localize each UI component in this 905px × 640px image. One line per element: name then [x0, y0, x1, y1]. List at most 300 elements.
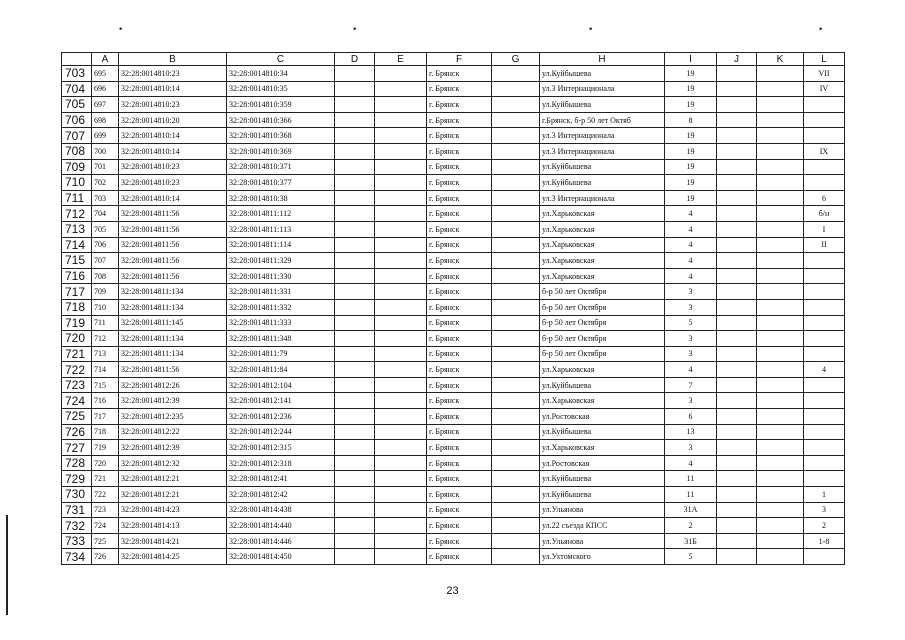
cell-c[interactable]: 32:28:0014811:84 — [227, 362, 335, 378]
cell-c[interactable]: 32:28:0014810:368 — [227, 128, 335, 144]
cell-d[interactable] — [335, 331, 375, 347]
cell-j[interactable] — [717, 159, 757, 175]
row-number[interactable]: 732 — [62, 518, 92, 534]
cell-b[interactable]: 32:28:0014812:235 — [119, 409, 227, 425]
cell-h[interactable]: ул.Харьковская — [540, 393, 665, 409]
cell-e[interactable] — [375, 299, 427, 315]
cell-i[interactable]: 19 — [665, 66, 717, 82]
cell-l[interactable] — [804, 331, 845, 347]
cell-e[interactable] — [375, 409, 427, 425]
cell-l[interactable]: 1 — [804, 487, 845, 503]
row-number[interactable]: 719 — [62, 315, 92, 331]
cell-b[interactable]: 32:28:0014810:23 — [119, 175, 227, 191]
row-number[interactable]: 715 — [62, 253, 92, 269]
cell-a[interactable]: 696 — [92, 81, 119, 97]
cell-f[interactable]: г. Брянск — [427, 362, 492, 378]
row-number[interactable]: 704 — [62, 81, 92, 97]
cell-e[interactable] — [375, 221, 427, 237]
cell-h[interactable]: б-р 50 лет Октября — [540, 331, 665, 347]
cell-a[interactable]: 720 — [92, 455, 119, 471]
cell-g[interactable] — [492, 159, 540, 175]
column-header-e[interactable]: E — [375, 53, 427, 66]
cell-f[interactable]: г. Брянск — [427, 346, 492, 362]
cell-e[interactable] — [375, 66, 427, 82]
cell-g[interactable] — [492, 487, 540, 503]
cell-k[interactable] — [757, 97, 804, 113]
cell-l[interactable] — [804, 175, 845, 191]
cell-h[interactable]: ул.Харьковская — [540, 253, 665, 269]
cell-a[interactable]: 726 — [92, 549, 119, 565]
cell-i[interactable]: 19 — [665, 81, 717, 97]
cell-c[interactable]: 32:28:0014812:236 — [227, 409, 335, 425]
cell-g[interactable] — [492, 253, 540, 269]
cell-g[interactable] — [492, 377, 540, 393]
cell-l[interactable] — [804, 97, 845, 113]
cell-l[interactable] — [804, 284, 845, 300]
cell-f[interactable]: г. Брянск — [427, 502, 492, 518]
cell-k[interactable] — [757, 362, 804, 378]
cell-l[interactable]: VII — [804, 66, 845, 82]
cell-g[interactable] — [492, 331, 540, 347]
row-number[interactable]: 714 — [62, 237, 92, 253]
cell-j[interactable] — [717, 143, 757, 159]
cell-a[interactable]: 708 — [92, 268, 119, 284]
cell-b[interactable]: 32:28:0014812:26 — [119, 377, 227, 393]
cell-c[interactable]: 32:28:0014811:329 — [227, 253, 335, 269]
cell-b[interactable]: 32:28:0014814:25 — [119, 549, 227, 565]
cell-h[interactable]: ул.Харьковская — [540, 206, 665, 222]
cell-d[interactable] — [335, 549, 375, 565]
cell-k[interactable] — [757, 159, 804, 175]
cell-f[interactable]: г. Брянск — [427, 518, 492, 534]
cell-k[interactable] — [757, 253, 804, 269]
cell-l[interactable] — [804, 346, 845, 362]
row-number[interactable]: 711 — [62, 190, 92, 206]
cell-j[interactable] — [717, 206, 757, 222]
cell-g[interactable] — [492, 518, 540, 534]
cell-l[interactable] — [804, 253, 845, 269]
cell-e[interactable] — [375, 97, 427, 113]
cell-l[interactable] — [804, 440, 845, 456]
cell-d[interactable] — [335, 409, 375, 425]
cell-k[interactable] — [757, 409, 804, 425]
cell-c[interactable]: 32:28:0014812:42 — [227, 487, 335, 503]
cell-j[interactable] — [717, 362, 757, 378]
cell-h[interactable]: ул.Куйбышева — [540, 471, 665, 487]
cell-h[interactable]: ул.Харьковская — [540, 440, 665, 456]
cell-i[interactable]: 19 — [665, 97, 717, 113]
cell-h[interactable]: ул.22 съезда КПСС — [540, 518, 665, 534]
cell-d[interactable] — [335, 424, 375, 440]
cell-j[interactable] — [717, 533, 757, 549]
cell-j[interactable] — [717, 455, 757, 471]
column-header-i[interactable]: I — [665, 53, 717, 66]
cell-f[interactable]: г. Брянск — [427, 455, 492, 471]
column-header-corner[interactable] — [62, 53, 92, 66]
cell-g[interactable] — [492, 533, 540, 549]
row-number[interactable]: 717 — [62, 284, 92, 300]
cell-i[interactable]: 4 — [665, 206, 717, 222]
cell-j[interactable] — [717, 253, 757, 269]
cell-a[interactable]: 699 — [92, 128, 119, 144]
cell-l[interactable] — [804, 128, 845, 144]
cell-c[interactable]: 32:28:0014814:440 — [227, 518, 335, 534]
cell-i[interactable]: 4 — [665, 268, 717, 284]
cell-e[interactable] — [375, 393, 427, 409]
cell-c[interactable]: 32:28:0014812:318 — [227, 455, 335, 471]
cell-k[interactable] — [757, 331, 804, 347]
cell-l[interactable]: 2 — [804, 518, 845, 534]
cell-j[interactable] — [717, 424, 757, 440]
cell-l[interactable] — [804, 299, 845, 315]
cell-b[interactable]: 32:28:0014810:23 — [119, 97, 227, 113]
cell-d[interactable] — [335, 128, 375, 144]
cell-g[interactable] — [492, 471, 540, 487]
cell-e[interactable] — [375, 112, 427, 128]
cell-b[interactable]: 32:28:0014811:56 — [119, 237, 227, 253]
cell-h[interactable]: ул.3 Интернационала — [540, 128, 665, 144]
cell-d[interactable] — [335, 175, 375, 191]
cell-g[interactable] — [492, 175, 540, 191]
cell-d[interactable] — [335, 377, 375, 393]
cell-h[interactable]: ул.3 Интернационала — [540, 190, 665, 206]
cell-l[interactable]: 6 — [804, 190, 845, 206]
cell-a[interactable]: 715 — [92, 377, 119, 393]
cell-c[interactable]: 32:28:0014812:104 — [227, 377, 335, 393]
cell-j[interactable] — [717, 299, 757, 315]
cell-e[interactable] — [375, 315, 427, 331]
row-number[interactable]: 734 — [62, 549, 92, 565]
row-number[interactable]: 730 — [62, 487, 92, 503]
cell-i[interactable]: 3 — [665, 440, 717, 456]
cell-f[interactable]: г. Брянск — [427, 143, 492, 159]
cell-j[interactable] — [717, 393, 757, 409]
cell-j[interactable] — [717, 440, 757, 456]
cell-d[interactable] — [335, 190, 375, 206]
cell-h[interactable]: ул.Куйбышева — [540, 424, 665, 440]
cell-h[interactable]: ул.Харьковская — [540, 237, 665, 253]
cell-c[interactable]: 32:28:0014810:34 — [227, 66, 335, 82]
cell-h[interactable]: г.Брянск, б-р 50 лет Октяб — [540, 112, 665, 128]
cell-j[interactable] — [717, 502, 757, 518]
cell-g[interactable] — [492, 237, 540, 253]
cell-d[interactable] — [335, 159, 375, 175]
cell-l[interactable] — [804, 315, 845, 331]
cell-i[interactable]: 2 — [665, 518, 717, 534]
cell-e[interactable] — [375, 268, 427, 284]
cell-j[interactable] — [717, 315, 757, 331]
cell-d[interactable] — [335, 315, 375, 331]
cell-a[interactable]: 705 — [92, 221, 119, 237]
cell-f[interactable]: г. Брянск — [427, 284, 492, 300]
row-number[interactable]: 712 — [62, 206, 92, 222]
column-header-b[interactable]: B — [119, 53, 227, 66]
cell-e[interactable] — [375, 143, 427, 159]
cell-g[interactable] — [492, 393, 540, 409]
cell-h[interactable]: ул.Харьковская — [540, 268, 665, 284]
cell-g[interactable] — [492, 81, 540, 97]
cell-d[interactable] — [335, 253, 375, 269]
cell-i[interactable]: 4 — [665, 237, 717, 253]
cell-l[interactable]: б/н — [804, 206, 845, 222]
cell-g[interactable] — [492, 362, 540, 378]
cell-h[interactable]: б-р 50 лет Октября — [540, 299, 665, 315]
cell-j[interactable] — [717, 81, 757, 97]
row-number[interactable]: 713 — [62, 221, 92, 237]
cell-j[interactable] — [717, 346, 757, 362]
cell-i[interactable]: 7 — [665, 377, 717, 393]
cell-h[interactable]: б-р 50 лет Октября — [540, 284, 665, 300]
cell-f[interactable]: г. Брянск — [427, 97, 492, 113]
cell-k[interactable] — [757, 221, 804, 237]
row-number[interactable]: 726 — [62, 424, 92, 440]
cell-e[interactable] — [375, 377, 427, 393]
cell-j[interactable] — [717, 471, 757, 487]
cell-f[interactable]: г. Брянск — [427, 128, 492, 144]
cell-f[interactable]: г. Брянск — [427, 175, 492, 191]
cell-h[interactable]: ул.3 Интернационала — [540, 81, 665, 97]
cell-b[interactable]: 32:28:0014811:134 — [119, 284, 227, 300]
cell-i[interactable]: 4 — [665, 455, 717, 471]
cell-a[interactable]: 714 — [92, 362, 119, 378]
cell-b[interactable]: 32:28:0014812:22 — [119, 424, 227, 440]
cell-j[interactable] — [717, 221, 757, 237]
cell-g[interactable] — [492, 315, 540, 331]
cell-k[interactable] — [757, 455, 804, 471]
column-header-j[interactable]: J — [717, 53, 757, 66]
cell-g[interactable] — [492, 206, 540, 222]
cell-l[interactable] — [804, 455, 845, 471]
cell-f[interactable]: г. Брянск — [427, 440, 492, 456]
cell-k[interactable] — [757, 190, 804, 206]
cell-g[interactable] — [492, 268, 540, 284]
cell-c[interactable]: 32:28:0014811:332 — [227, 299, 335, 315]
cell-c[interactable]: 32:28:0014811:331 — [227, 284, 335, 300]
cell-a[interactable]: 719 — [92, 440, 119, 456]
cell-f[interactable]: г. Брянск — [427, 393, 492, 409]
cell-b[interactable]: 32:28:0014811:56 — [119, 268, 227, 284]
cell-g[interactable] — [492, 97, 540, 113]
row-number[interactable]: 705 — [62, 97, 92, 113]
column-header-c[interactable]: C — [227, 53, 335, 66]
row-number[interactable]: 716 — [62, 268, 92, 284]
cell-l[interactable]: II — [804, 237, 845, 253]
column-header-l[interactable]: L — [804, 53, 845, 66]
cell-i[interactable]: 3 — [665, 331, 717, 347]
cell-k[interactable] — [757, 533, 804, 549]
cell-e[interactable] — [375, 206, 427, 222]
cell-d[interactable] — [335, 221, 375, 237]
cell-i[interactable]: 19 — [665, 128, 717, 144]
cell-e[interactable] — [375, 237, 427, 253]
cell-k[interactable] — [757, 81, 804, 97]
cell-a[interactable]: 707 — [92, 253, 119, 269]
cell-f[interactable]: г. Брянск — [427, 253, 492, 269]
cell-b[interactable]: 32:28:0014811:56 — [119, 206, 227, 222]
cell-e[interactable] — [375, 471, 427, 487]
cell-d[interactable] — [335, 206, 375, 222]
cell-j[interactable] — [717, 409, 757, 425]
cell-f[interactable]: г. Брянск — [427, 221, 492, 237]
cell-j[interactable] — [717, 66, 757, 82]
cell-l[interactable] — [804, 424, 845, 440]
cell-h[interactable]: б-р 50 лет Октября — [540, 315, 665, 331]
cell-b[interactable]: 32:28:0014812:39 — [119, 440, 227, 456]
cell-g[interactable] — [492, 221, 540, 237]
cell-i[interactable]: 3 — [665, 284, 717, 300]
cell-k[interactable] — [757, 175, 804, 191]
cell-i[interactable]: 3 — [665, 393, 717, 409]
cell-c[interactable]: 32:28:0014811:333 — [227, 315, 335, 331]
cell-d[interactable] — [335, 346, 375, 362]
cell-i[interactable]: 4 — [665, 362, 717, 378]
cell-f[interactable]: г. Брянск — [427, 471, 492, 487]
cell-i[interactable]: 31Б — [665, 533, 717, 549]
cell-f[interactable]: г. Брянск — [427, 268, 492, 284]
cell-l[interactable] — [804, 393, 845, 409]
cell-h[interactable]: ул.Куйбышева — [540, 97, 665, 113]
cell-k[interactable] — [757, 268, 804, 284]
cell-b[interactable]: 32:28:0014810:14 — [119, 128, 227, 144]
cell-a[interactable]: 701 — [92, 159, 119, 175]
row-number[interactable]: 720 — [62, 331, 92, 347]
cell-e[interactable] — [375, 502, 427, 518]
cell-h[interactable]: ул.Харьковская — [540, 221, 665, 237]
row-number[interactable]: 718 — [62, 299, 92, 315]
cell-d[interactable] — [335, 97, 375, 113]
cell-d[interactable] — [335, 440, 375, 456]
cell-i[interactable]: 19 — [665, 190, 717, 206]
cell-c[interactable]: 32:28:0014811:112 — [227, 206, 335, 222]
cell-l[interactable] — [804, 471, 845, 487]
cell-g[interactable] — [492, 66, 540, 82]
cell-l[interactable] — [804, 112, 845, 128]
cell-c[interactable]: 32:28:0014812:41 — [227, 471, 335, 487]
column-header-g[interactable]: G — [492, 53, 540, 66]
cell-c[interactable]: 32:28:0014812:141 — [227, 393, 335, 409]
cell-c[interactable]: 32:28:0014812:244 — [227, 424, 335, 440]
cell-i[interactable]: 11 — [665, 487, 717, 503]
cell-i[interactable]: 11 — [665, 471, 717, 487]
cell-k[interactable] — [757, 143, 804, 159]
cell-g[interactable] — [492, 143, 540, 159]
cell-b[interactable]: 32:28:0014810:14 — [119, 190, 227, 206]
cell-a[interactable]: 706 — [92, 237, 119, 253]
cell-j[interactable] — [717, 549, 757, 565]
cell-f[interactable]: г. Брянск — [427, 299, 492, 315]
cell-a[interactable]: 702 — [92, 175, 119, 191]
cell-b[interactable]: 32:28:0014812:39 — [119, 393, 227, 409]
cell-g[interactable] — [492, 409, 540, 425]
row-number[interactable]: 722 — [62, 362, 92, 378]
cell-a[interactable]: 698 — [92, 112, 119, 128]
cell-k[interactable] — [757, 424, 804, 440]
row-number[interactable]: 710 — [62, 175, 92, 191]
cell-e[interactable] — [375, 533, 427, 549]
cell-j[interactable] — [717, 377, 757, 393]
cell-h[interactable]: ул.Куйбышева — [540, 377, 665, 393]
row-number[interactable]: 731 — [62, 502, 92, 518]
cell-k[interactable] — [757, 206, 804, 222]
cell-c[interactable]: 32:28:0014810:371 — [227, 159, 335, 175]
cell-b[interactable]: 32:28:0014812:21 — [119, 487, 227, 503]
cell-c[interactable]: 32:28:0014810:38 — [227, 190, 335, 206]
cell-c[interactable]: 32:28:0014811:348 — [227, 331, 335, 347]
cell-e[interactable] — [375, 284, 427, 300]
cell-l[interactable]: I — [804, 221, 845, 237]
row-number[interactable]: 723 — [62, 377, 92, 393]
cell-l[interactable]: IX — [804, 143, 845, 159]
cell-j[interactable] — [717, 190, 757, 206]
cell-h[interactable]: ул.Ухтомского — [540, 549, 665, 565]
row-number[interactable]: 727 — [62, 440, 92, 456]
column-header-d[interactable]: D — [335, 53, 375, 66]
cell-a[interactable]: 712 — [92, 331, 119, 347]
cell-j[interactable] — [717, 237, 757, 253]
cell-a[interactable]: 700 — [92, 143, 119, 159]
cell-k[interactable] — [757, 549, 804, 565]
cell-d[interactable] — [335, 284, 375, 300]
cell-j[interactable] — [717, 97, 757, 113]
cell-i[interactable]: 8 — [665, 112, 717, 128]
row-number[interactable]: 708 — [62, 143, 92, 159]
cell-j[interactable] — [717, 487, 757, 503]
cell-b[interactable]: 32:28:0014812:21 — [119, 471, 227, 487]
cell-d[interactable] — [335, 455, 375, 471]
row-number[interactable]: 707 — [62, 128, 92, 144]
cell-g[interactable] — [492, 190, 540, 206]
cell-a[interactable]: 697 — [92, 97, 119, 113]
cell-b[interactable]: 32:28:0014810:14 — [119, 81, 227, 97]
row-number[interactable]: 729 — [62, 471, 92, 487]
cell-i[interactable]: 6 — [665, 409, 717, 425]
cell-k[interactable] — [757, 518, 804, 534]
cell-d[interactable] — [335, 362, 375, 378]
cell-h[interactable]: ул.Куйбышева — [540, 487, 665, 503]
cell-b[interactable]: 32:28:0014814:23 — [119, 502, 227, 518]
cell-l[interactable] — [804, 549, 845, 565]
cell-k[interactable] — [757, 377, 804, 393]
cell-l[interactable]: 4 — [804, 362, 845, 378]
cell-f[interactable]: г. Брянск — [427, 159, 492, 175]
cell-e[interactable] — [375, 424, 427, 440]
cell-d[interactable] — [335, 268, 375, 284]
cell-e[interactable] — [375, 487, 427, 503]
cell-k[interactable] — [757, 487, 804, 503]
cell-e[interactable] — [375, 549, 427, 565]
cell-i[interactable]: 5 — [665, 315, 717, 331]
cell-l[interactable]: 1-8 — [804, 533, 845, 549]
cell-a[interactable]: 716 — [92, 393, 119, 409]
cell-e[interactable] — [375, 253, 427, 269]
column-header-k[interactable]: K — [757, 53, 804, 66]
cell-l[interactable]: 3 — [804, 502, 845, 518]
cell-a[interactable]: 703 — [92, 190, 119, 206]
cell-c[interactable]: 32:28:0014814:450 — [227, 549, 335, 565]
cell-f[interactable]: г. Брянск — [427, 112, 492, 128]
row-number[interactable]: 724 — [62, 393, 92, 409]
cell-a[interactable]: 709 — [92, 284, 119, 300]
cell-b[interactable]: 32:28:0014811:134 — [119, 331, 227, 347]
cell-i[interactable]: 13 — [665, 424, 717, 440]
cell-a[interactable]: 718 — [92, 424, 119, 440]
cell-g[interactable] — [492, 424, 540, 440]
cell-f[interactable]: г. Брянск — [427, 409, 492, 425]
cell-d[interactable] — [335, 487, 375, 503]
cell-e[interactable] — [375, 175, 427, 191]
cell-f[interactable]: г. Брянск — [427, 549, 492, 565]
cell-f[interactable]: г. Брянск — [427, 424, 492, 440]
